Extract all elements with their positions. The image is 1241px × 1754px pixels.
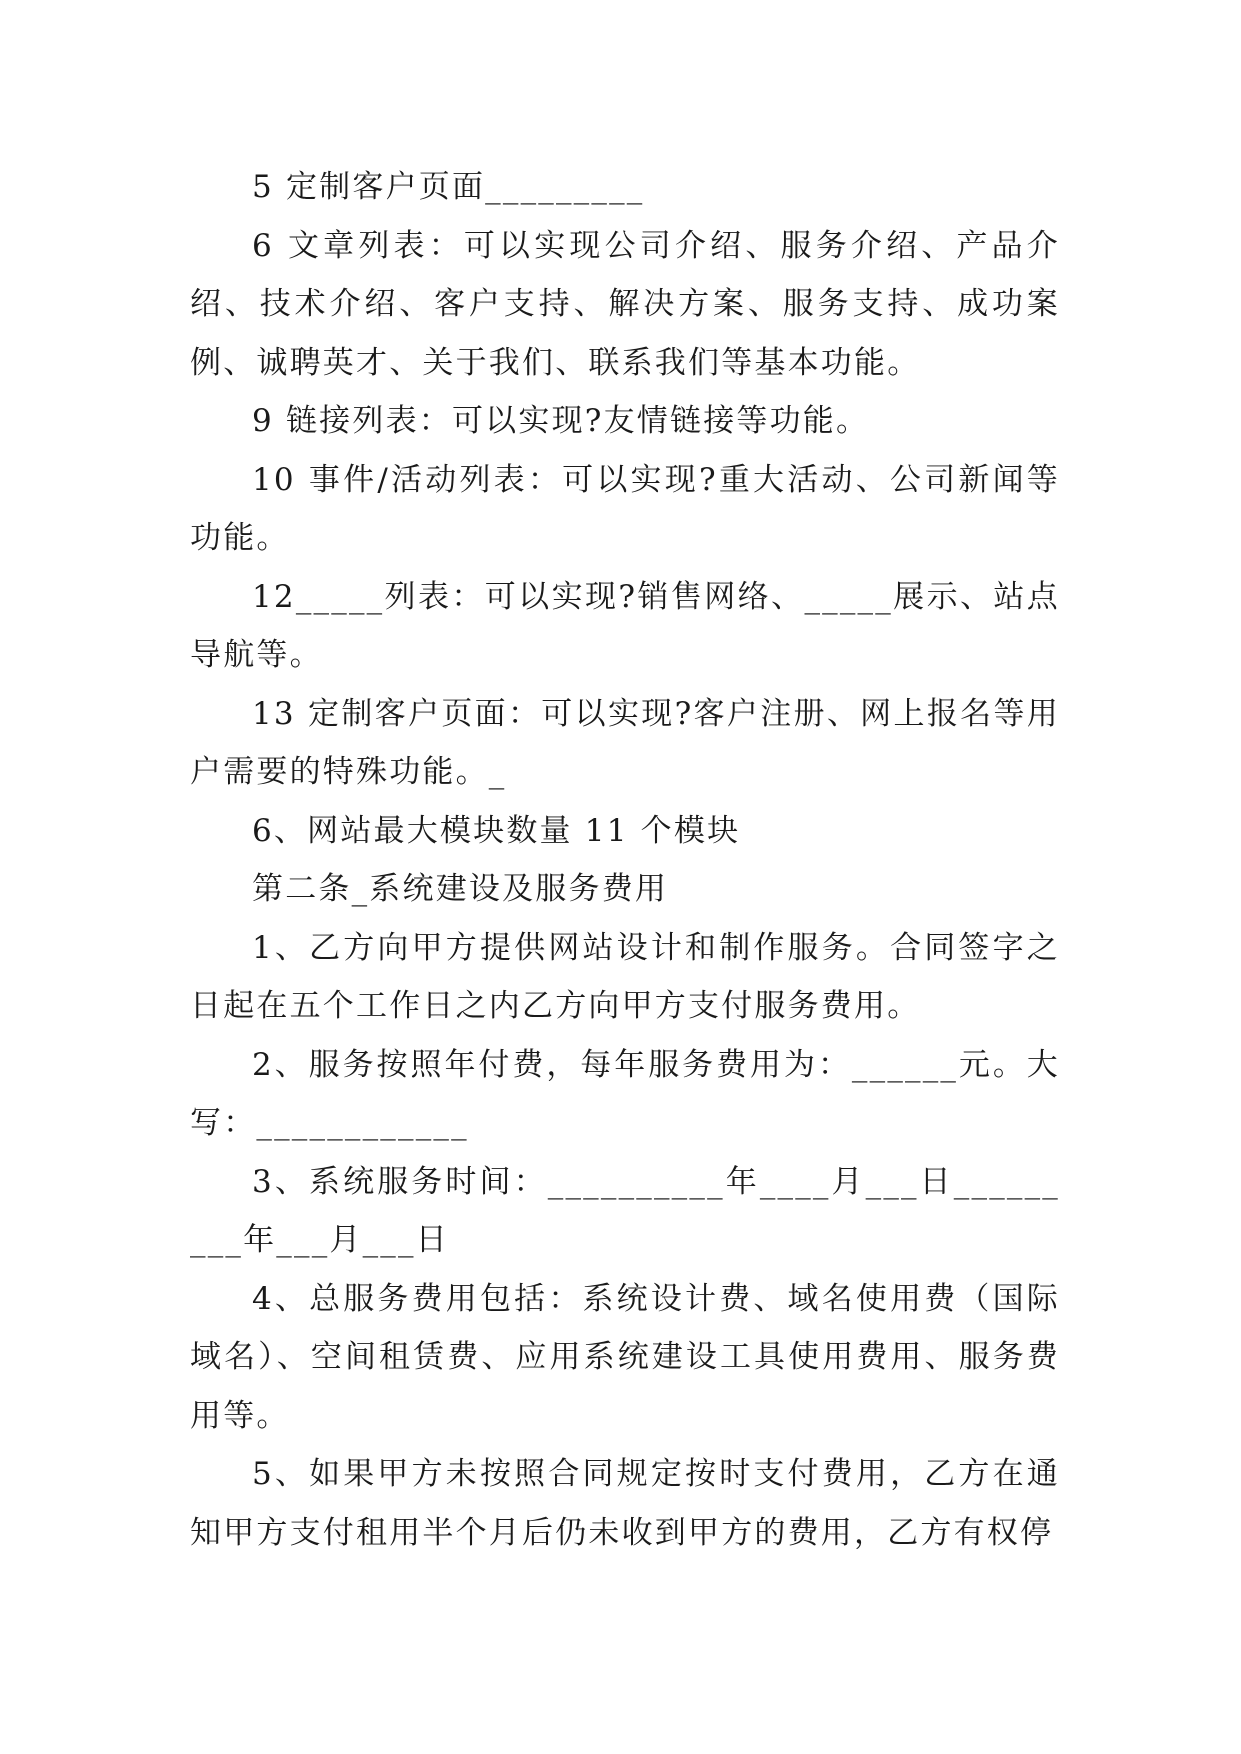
paragraph-event-list: 10 事件/活动列表：可以实现?重大活动、公司新闻等功能。 — [190, 461, 1060, 556]
document-body — [190, 158, 1060, 1562]
paragraph-custom-page-heading: 5 定制客户页面_________ — [252, 169, 645, 205]
paragraph-article-list: 6 文章列表：可以实现公司介绍、服务介绍、产品介绍、技术介绍、客户支持、解决方案、服务支持、成功案例、诚聘英才、关于我们、联系我们等基本功能。 — [190, 227, 1060, 381]
paragraph-clause-2: 2、服务按照年付费，每年服务费用为：______元。大写：____________ — [190, 1046, 1060, 1141]
paragraph-sales-list: 12_____列表：可以实现?销售网络、_____展示、站点导航等。 — [190, 578, 1060, 673]
paragraph-clause-3: 3、系统服务时间：__________年____月___日_________年___月___日 — [190, 1163, 1060, 1258]
paragraph-clause-4: 4、总服务费用包括：系统设计费、域名使用费（国际域名）、空间租赁费、应用系统建设工具使用费用、服务费用等。 — [190, 1280, 1060, 1434]
paragraph-link-list: 9 链接列表：可以实现?友情链接等功能。 — [252, 403, 870, 439]
paragraph-custom-client-page: 13 定制客户页面：可以实现?客户注册、网上报名等用户需要的特殊功能。_ — [190, 695, 1060, 790]
section-heading-article-2: 第二条_系统建设及服务费用 — [252, 871, 669, 907]
paragraph-clause-1: 1、乙方向甲方提供网站设计和制作服务。合同签字之日起在五个工作日之内乙方向甲方支付服务费用。 — [190, 929, 1060, 1024]
paragraph-max-modules: 6、网站最大模块数量 11 个模块 — [252, 812, 741, 849]
paragraph-clause-5: 5、如果甲方未按照合同规定按时支付费用，乙方在通知甲方支付租用半个月后仍未收到甲方的费用，乙方有权停 — [190, 1456, 1060, 1551]
